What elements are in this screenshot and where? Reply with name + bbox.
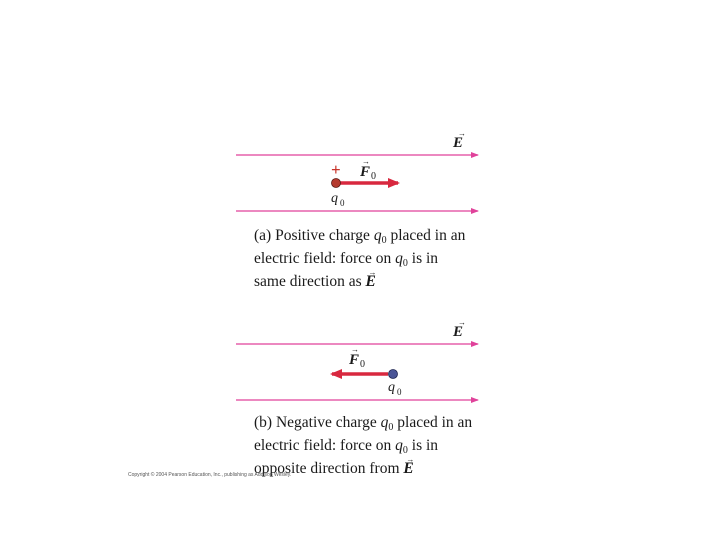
- svg-text:→: →: [351, 345, 359, 354]
- svg-text:F: F: [360, 164, 371, 180]
- caption-a-line-3: same direction as → E: [254, 273, 465, 291]
- svg-text:E: E: [453, 135, 464, 151]
- caption-a-line-1: (a) Positive charge $q_0$ placed in an: [254, 227, 466, 246]
- svg-text:q: q: [388, 380, 395, 395]
- svg-text:0: 0: [397, 387, 402, 397]
- field-label-b: [452, 318, 466, 340]
- svg-text:E: E: [453, 324, 464, 340]
- negative-charge: [389, 370, 398, 379]
- svg-text:F: F: [349, 352, 360, 368]
- svg-text:0: 0: [371, 171, 376, 182]
- copyright-notice: Copyright © 2004 Pearson Education, Inc., publishing as Addison Wesley.: [128, 472, 292, 478]
- charge-label-b: [388, 380, 402, 397]
- caption-b-line-1: (b) Negative charge $q_0$ placed in an: [254, 414, 473, 433]
- caption-a-line-2: electric field: force on $q_0$ is in: [254, 250, 439, 269]
- plus-sign-icon: +: [331, 160, 341, 179]
- caption-a: [254, 227, 465, 291]
- svg-text:0: 0: [360, 359, 365, 370]
- svg-text:→: →: [458, 129, 466, 138]
- force-label-b: [348, 345, 365, 370]
- caption-b: [254, 414, 472, 478]
- svg-text:→: →: [458, 318, 466, 327]
- svg-text:→: →: [362, 157, 370, 166]
- caption-b-line-2: electric field: force on $q_0$ is in: [254, 437, 439, 456]
- svg-text:q: q: [331, 191, 338, 206]
- caption-b-line-3: opposite direction from → E: [254, 460, 472, 478]
- svg-text:0: 0: [340, 198, 345, 208]
